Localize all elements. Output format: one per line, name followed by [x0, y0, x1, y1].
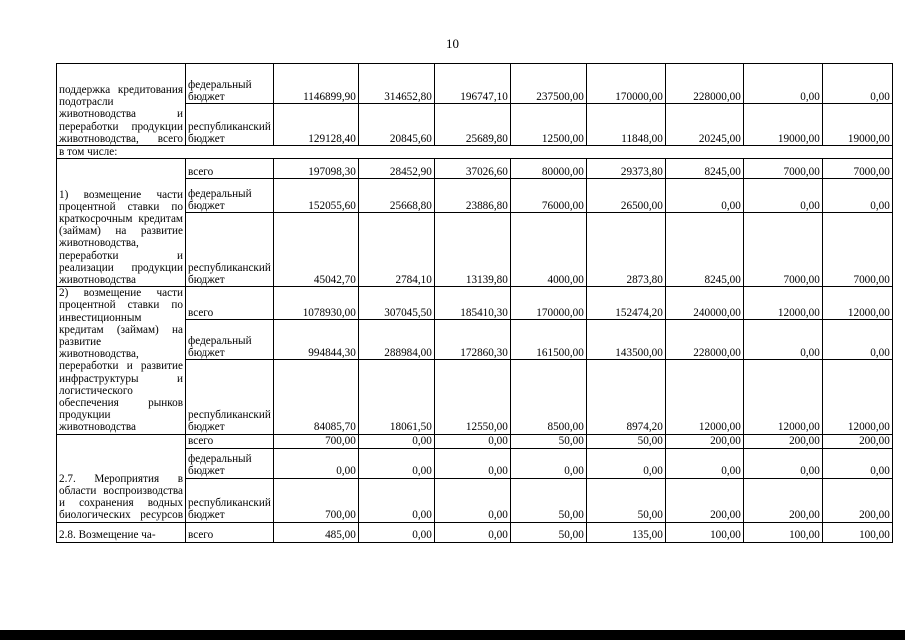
value-cell: 26500,00	[586, 179, 665, 213]
value-cell: 0,00	[358, 478, 434, 522]
value-cell: 0,00	[273, 448, 358, 478]
value-cell: 185410,30	[434, 287, 510, 320]
funding-source: всего	[186, 159, 274, 179]
measure-description: 2) возмещение части процентной ставки по инвестиционным кредитам (займам) на развитие животноводства, переработки и развитие инфраструктуры и логистического обеспечения рынков продукции животноводства	[57, 287, 186, 434]
value-cell: 0,00	[665, 448, 743, 478]
funding-source: федеральный бюджет	[186, 448, 274, 478]
value-cell: 0,00	[743, 179, 822, 213]
value-cell: 29373,80	[586, 159, 665, 179]
value-cell: 4000,00	[510, 213, 586, 287]
value-cell: 12550,00	[434, 360, 510, 434]
table-row	[57, 146, 893, 159]
value-cell: 0,00	[358, 434, 434, 448]
funding-source: федеральный бюджет	[186, 64, 274, 104]
value-cell: 7000,00	[743, 213, 822, 287]
value-cell: 11848,00	[586, 104, 665, 146]
value-cell: 100,00	[665, 522, 743, 542]
value-cell: 25668,80	[358, 179, 434, 213]
value-cell: 23886,80	[434, 179, 510, 213]
value-cell: 50,00	[586, 478, 665, 522]
funding-source: республиканский бюджет	[186, 360, 274, 434]
value-cell: 0,00	[822, 64, 892, 104]
value-cell: 2873,80	[586, 213, 665, 287]
measure-description: 1) возмещение части процентной ставки по краткосрочным кредитам (займам) на развитие животноводства, переработки и реализации продукции животноводства	[57, 159, 186, 287]
value-cell: 2784,10	[358, 213, 434, 287]
value-cell: 0,00	[434, 478, 510, 522]
value-cell: 1078930,00	[273, 287, 358, 320]
table-row	[57, 522, 893, 542]
value-cell: 7000,00	[743, 159, 822, 179]
value-cell: 37026,60	[434, 159, 510, 179]
value-cell: 485,00	[273, 522, 358, 542]
value-cell: 0,00	[434, 434, 510, 448]
table-row	[57, 159, 893, 179]
table-row	[57, 287, 893, 320]
value-cell: 152055,60	[273, 179, 358, 213]
value-cell: 170000,00	[586, 64, 665, 104]
value-cell: 25689,80	[434, 104, 510, 146]
value-cell: 228000,00	[665, 320, 743, 360]
value-cell: 200,00	[665, 478, 743, 522]
value-cell: 50,00	[510, 434, 586, 448]
value-cell: 80000,00	[510, 159, 586, 179]
value-cell: 84085,70	[273, 360, 358, 434]
value-cell: 0,00	[358, 448, 434, 478]
value-cell: 0,00	[822, 448, 892, 478]
value-cell: 228000,00	[665, 64, 743, 104]
value-cell: 197098,30	[273, 159, 358, 179]
value-cell: 288984,00	[358, 320, 434, 360]
funding-source: республиканский бюджет	[186, 104, 274, 146]
value-cell: 7000,00	[822, 159, 892, 179]
subheading-cell: в том числе:	[57, 146, 893, 159]
value-cell: 314652,80	[358, 64, 434, 104]
value-cell: 20245,00	[665, 104, 743, 146]
value-cell: 12000,00	[665, 360, 743, 434]
value-cell: 1146899,90	[273, 64, 358, 104]
value-cell: 0,00	[586, 448, 665, 478]
value-cell: 0,00	[822, 320, 892, 360]
value-cell: 135,00	[586, 522, 665, 542]
value-cell: 200,00	[822, 478, 892, 522]
value-cell: 152474,20	[586, 287, 665, 320]
value-cell: 0,00	[822, 179, 892, 213]
value-cell: 8245,00	[665, 213, 743, 287]
funding-source: республиканский бюджет	[186, 478, 274, 522]
value-cell: 12000,00	[822, 287, 892, 320]
value-cell: 200,00	[743, 434, 822, 448]
value-cell: 172860,30	[434, 320, 510, 360]
value-cell: 50,00	[510, 522, 586, 542]
value-cell: 994844,30	[273, 320, 358, 360]
page-number: 10	[446, 36, 459, 51]
value-cell: 0,00	[743, 320, 822, 360]
value-cell: 12000,00	[743, 287, 822, 320]
value-cell: 0,00	[434, 522, 510, 542]
scan-edge-bar	[0, 630, 905, 640]
value-cell: 76000,00	[510, 179, 586, 213]
value-cell: 13139,80	[434, 213, 510, 287]
value-cell: 19000,00	[743, 104, 822, 146]
value-cell: 0,00	[510, 448, 586, 478]
value-cell: 0,00	[434, 448, 510, 478]
value-cell: 12000,00	[822, 360, 892, 434]
value-cell: 100,00	[743, 522, 822, 542]
funding-source: всего	[186, 287, 274, 320]
value-cell: 200,00	[822, 434, 892, 448]
funding-source: всего	[186, 522, 274, 542]
value-cell: 200,00	[743, 478, 822, 522]
value-cell: 18061,50	[358, 360, 434, 434]
value-cell: 50,00	[510, 478, 586, 522]
value-cell: 7000,00	[822, 213, 892, 287]
value-cell: 0,00	[665, 179, 743, 213]
funding-source: республиканский бюджет	[186, 213, 274, 287]
value-cell: 8245,00	[665, 159, 743, 179]
value-cell: 28452,90	[358, 159, 434, 179]
value-cell: 237500,00	[510, 64, 586, 104]
value-cell: 50,00	[586, 434, 665, 448]
value-cell: 12000,00	[743, 360, 822, 434]
value-cell: 170000,00	[510, 287, 586, 320]
measure-description: 2.7. Мероприятия в области воспроизводства и сохранения водных биологических ресурсов	[57, 434, 186, 522]
value-cell: 143500,00	[586, 320, 665, 360]
budget-table	[56, 63, 893, 543]
value-cell: 45042,70	[273, 213, 358, 287]
value-cell: 19000,00	[822, 104, 892, 146]
funding-source: федеральный бюджет	[186, 179, 274, 213]
table-row	[57, 64, 893, 104]
value-cell: 240000,00	[665, 287, 743, 320]
value-cell: 700,00	[273, 478, 358, 522]
value-cell: 161500,00	[510, 320, 586, 360]
value-cell: 100,00	[822, 522, 892, 542]
value-cell: 0,00	[358, 522, 434, 542]
value-cell: 20845,60	[358, 104, 434, 146]
funding-source: всего	[186, 434, 274, 448]
measure-description: 2.8. Возмещение ча-	[57, 522, 186, 542]
value-cell: 129128,40	[273, 104, 358, 146]
table-row	[57, 434, 893, 448]
value-cell: 12500,00	[510, 104, 586, 146]
funding-source: федеральный бюджет	[186, 320, 274, 360]
value-cell: 307045,50	[358, 287, 434, 320]
measure-description: поддержка кредитования подотрасли животноводства и переработки продукции животноводства, всего	[57, 64, 186, 146]
value-cell: 8974,20	[586, 360, 665, 434]
value-cell: 700,00	[273, 434, 358, 448]
value-cell: 200,00	[665, 434, 743, 448]
value-cell: 0,00	[743, 448, 822, 478]
value-cell: 196747,10	[434, 64, 510, 104]
value-cell: 0,00	[743, 64, 822, 104]
value-cell: 8500,00	[510, 360, 586, 434]
